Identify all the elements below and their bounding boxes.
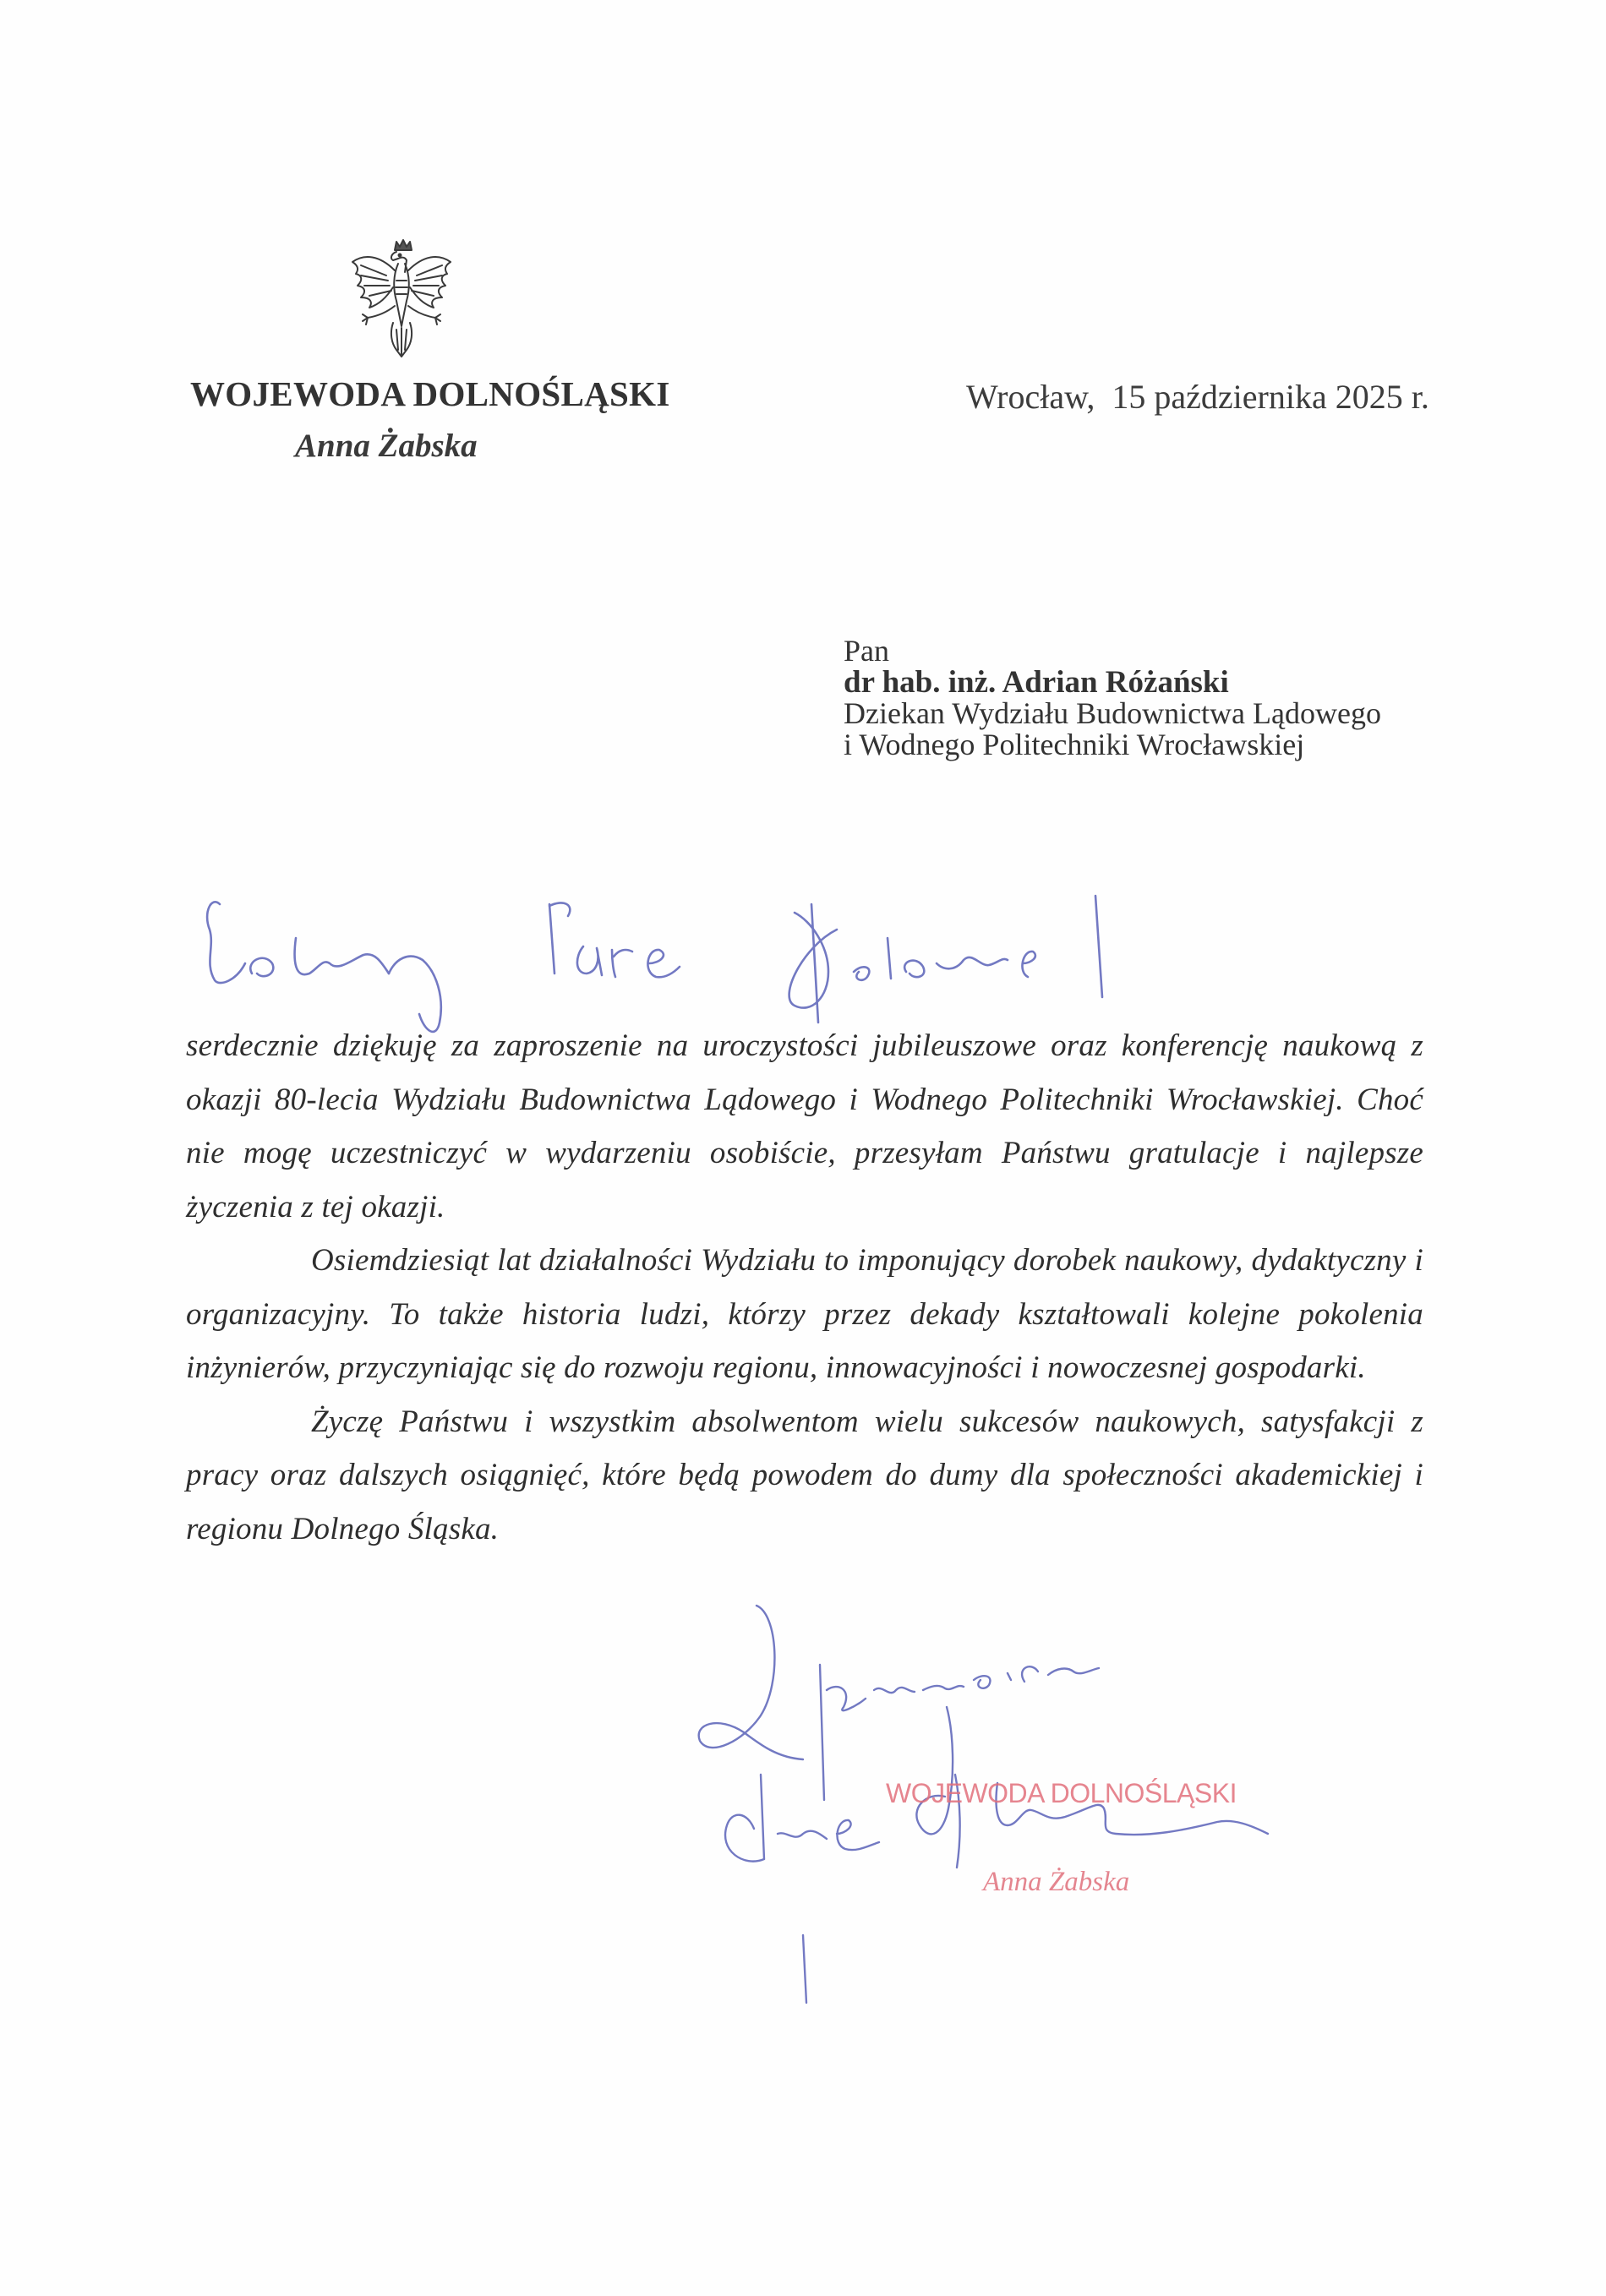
eagle-emblem-icon <box>342 238 461 361</box>
addressee-name: dr hab. inż. Adrian Różański <box>844 665 1229 700</box>
place-and-date: Wrocław, 15 października 2025 r. <box>966 378 1429 416</box>
office-holder-name: Anna Żabska <box>295 428 478 464</box>
stamp-office-title: WOJEWODA DOLNOŚLĄSKI <box>886 1778 1237 1808</box>
body-paragraph-1: serdecznie dziękuję za zaproszenie na uroczystości jubileuszowe oraz konferencję naukową z okazji 80-lecia Wydziału Budownictwa Lądowego i Wodnego Politechniki Wrocławskiej. Choć nie mogę uczestniczyć w wydarzeniu osobiście, przesyłam Państwu gratulacje i najlepsze życzenia z tej okazji. <box>186 1028 1423 1224</box>
office-title: WOJEWODA DOLNOŚLĄSKI <box>190 374 670 413</box>
body-paragraph-3: Życzę Państwu i wszystkim absolwentom wielu sukcesów naukowych, satysfakcji z pracy oraz dalszych osiągnięć, które będą powodem do dumy dla społeczności akademickiej i regionu Dolnego Śląska. <box>186 1404 1423 1546</box>
addressee-block <box>844 635 1381 761</box>
letter-body <box>186 1019 1423 1556</box>
addressee-salutation: Pan <box>844 634 889 668</box>
stamp-name: Anna Żabska <box>983 1867 1130 1897</box>
addressee-position-line-2: i Wodnego Politechniki Wrocławskiej <box>844 728 1305 761</box>
addressee-position-line-1: Dziekan Wydziału Budownictwa Lądowego <box>844 696 1381 730</box>
body-paragraph-2: Osiemdziesiąt lat działalności Wydziału to imponujący dorobek naukowy, dydaktyczny i organizacyjny. To także historia ludzi, którzy przez dekady kształtowali kolejne pokolenia inżynierów, przyczyniając się do rozwoju regionu, innowacyjności i nowoczesnej gospodarki. <box>186 1243 1423 1385</box>
